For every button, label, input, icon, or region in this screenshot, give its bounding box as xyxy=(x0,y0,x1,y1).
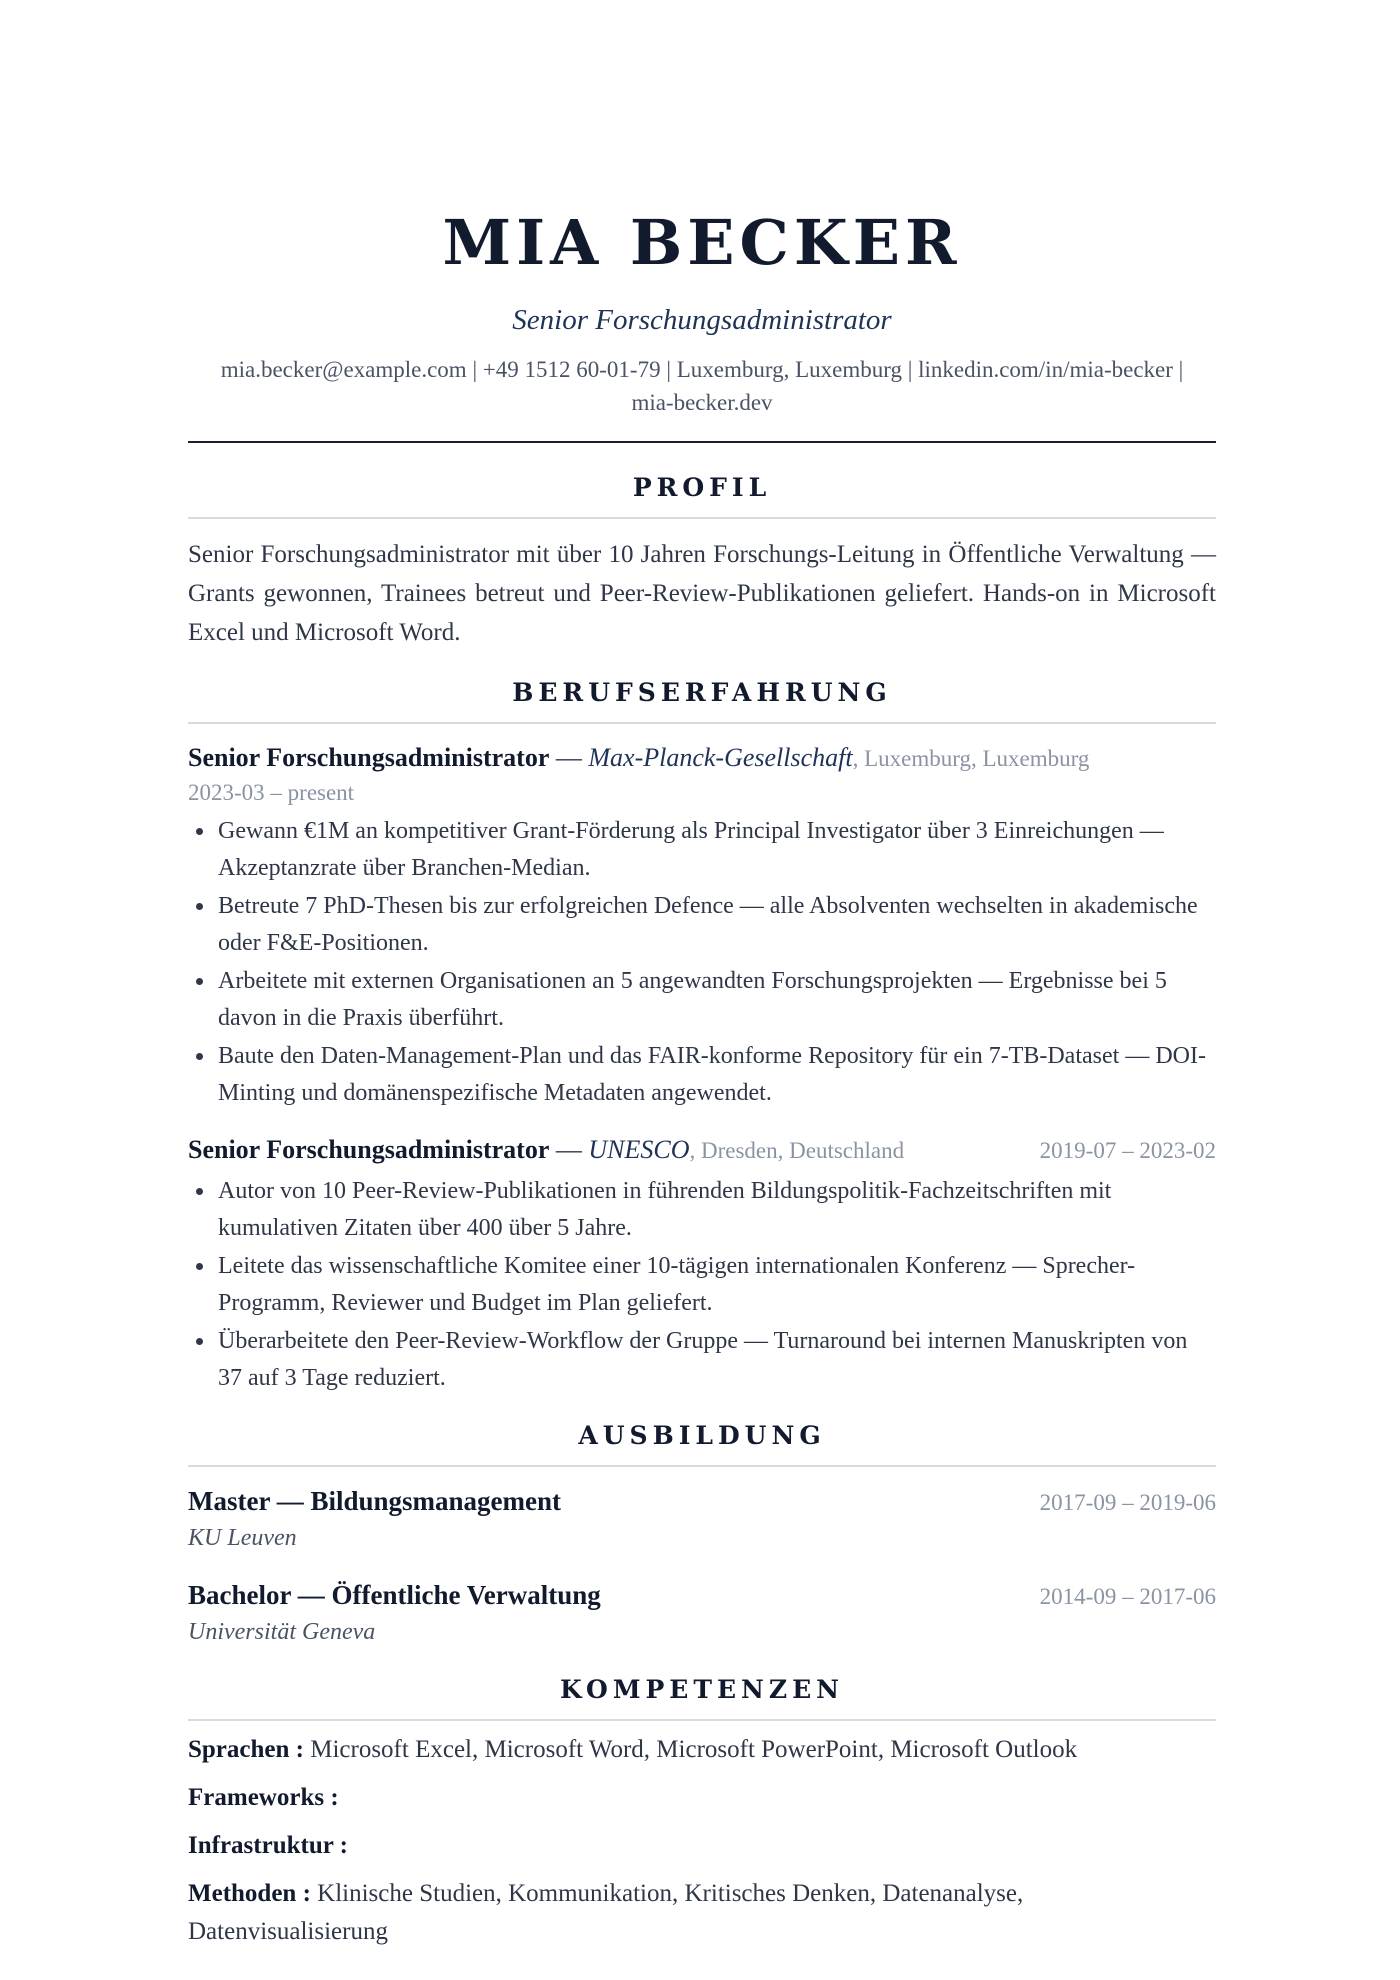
section-title-experience: BERUFSERFAHRUNG xyxy=(188,676,1216,724)
job-entry xyxy=(188,1132,1216,1397)
job-dates: 2023-03 – present xyxy=(188,780,355,805)
header-divider xyxy=(188,441,1216,443)
skills-section xyxy=(188,1673,1216,1951)
skill-row xyxy=(188,1731,1216,1769)
education-dates: 2017-09 – 2019-06 xyxy=(1039,1490,1216,1515)
contact-line-2: mia-becker.dev xyxy=(631,390,773,415)
job-dash: — xyxy=(555,1135,582,1164)
education-header xyxy=(188,1577,1216,1615)
headline: Senior Forschungsadministrator xyxy=(512,304,892,336)
job-bullets xyxy=(188,813,1216,1112)
job-title: Senior Forschungsadministrator xyxy=(188,1135,550,1164)
job-dates: 2019-07 – 2023-02 xyxy=(1039,1138,1216,1163)
education-school: Universität Geneva xyxy=(188,1619,376,1645)
job-bullet: • Überarbeitete den Peer-Review-Workflow der Gruppe — Turnaround bei internen Manuskripten von 37 auf 3 Tage reduziert. xyxy=(216,1323,1216,1397)
job-heading xyxy=(188,1132,904,1169)
job-location: , Dresden, Deutschland xyxy=(689,1138,905,1163)
job-company: UNESCO xyxy=(588,1135,690,1164)
education-header xyxy=(188,1483,1216,1521)
skill-row xyxy=(188,1779,1216,1817)
job-heading xyxy=(188,740,1089,777)
resume-page xyxy=(188,205,1216,1951)
skill-label: Methoden : xyxy=(188,1880,311,1907)
job-title: Senior Forschungsadministrator xyxy=(188,743,550,772)
education-dates: 2014-09 – 2017-06 xyxy=(1039,1584,1216,1609)
candidate-name: MIA BECKER xyxy=(442,206,962,279)
skill-label: Sprachen : xyxy=(188,1736,304,1763)
section-title-skills: KOMPETENZEN xyxy=(188,1673,1216,1721)
profile-text: Senior Forschungsadministrator mit über 10 Jahren Forschungs-Leitung in Öffentliche Verwaltung — Grants gewonnen, Trainees betreut und Peer-Review-Publikationen geliefert. Hands-on in Microsoft Excel und Microsoft Word. xyxy=(188,541,1216,646)
section-title-profile: PROFIL xyxy=(188,471,1216,519)
education-degree: Bachelor — Öffentliche Verwaltung xyxy=(188,1580,601,1610)
section-title-education: AUSBILDUNG xyxy=(188,1419,1216,1467)
skill-label: Infrastruktur : xyxy=(188,1832,348,1859)
education-entry xyxy=(188,1577,1216,1649)
job-header xyxy=(188,1132,1216,1169)
job-bullet: • Arbeitete mit externen Organisationen an 5 angewandten Forschungsprojekten — Ergebnisse bei 5 davon in die Praxis überführt. xyxy=(216,963,1216,1037)
job-bullets xyxy=(188,1173,1216,1397)
skill-label: Frameworks : xyxy=(188,1784,339,1811)
job-entry xyxy=(188,740,1216,1112)
skill-value: Microsoft Excel, Microsoft Word, Microsoft PowerPoint, Microsoft Outlook xyxy=(310,1736,1078,1763)
education-section xyxy=(188,1419,1216,1649)
contact-line-1: mia.becker@example.com | +49 1512 60-01-79 | Luxemburg, Luxemburg | linkedin.com/in/mia-becker | xyxy=(220,357,1184,382)
education-entry xyxy=(188,1483,1216,1555)
job-dash: — xyxy=(555,743,582,772)
job-bullet: • Gewann €1M an kompetitiver Grant-Förderung als Principal Investigator über 3 Einreichungen — Akzeptanzrate über Branchen-Median. xyxy=(216,813,1216,887)
job-bullet: • Baute den Daten-Management-Plan und das FAIR-konforme Repository für ein 7-TB-Dataset — DOI-Minting und domänenspezifische Metadaten angewendet. xyxy=(216,1038,1216,1112)
experience-section xyxy=(188,676,1216,1397)
skill-row xyxy=(188,1875,1216,1951)
skill-value: Klinische Studien, Kommunikation, Kritisches Denken, Datenanalyse, Datenvisualisierung xyxy=(188,1880,1024,1945)
job-bullet: • Leitete das wissenschaftliche Komitee einer 10-tägigen internationalen Konferenz — Sprecher-Programm, Reviewer und Budget im Plan geliefert. xyxy=(216,1248,1216,1322)
profile-section xyxy=(188,471,1216,652)
skill-row xyxy=(188,1827,1216,1865)
education-degree: Master — Bildungsmanagement xyxy=(188,1486,562,1516)
contact-info xyxy=(188,353,1216,419)
job-company: Max-Planck-Gesellschaft xyxy=(588,743,853,772)
job-header xyxy=(188,740,1216,777)
education-school: KU Leuven xyxy=(188,1525,297,1551)
job-bullet: • Betreute 7 PhD-Thesen bis zur erfolgreichen Defence — alle Absolventen wechselten in akademische oder F&E-Positionen. xyxy=(216,888,1216,962)
job-location: , Luxemburg, Luxemburg xyxy=(852,746,1090,771)
job-bullet: • Autor von 10 Peer-Review-Publikationen in führenden Bildungspolitik-Fachzeitschriften mit kumulativen Zitaten über 400 über 5 Jahre. xyxy=(216,1173,1216,1247)
